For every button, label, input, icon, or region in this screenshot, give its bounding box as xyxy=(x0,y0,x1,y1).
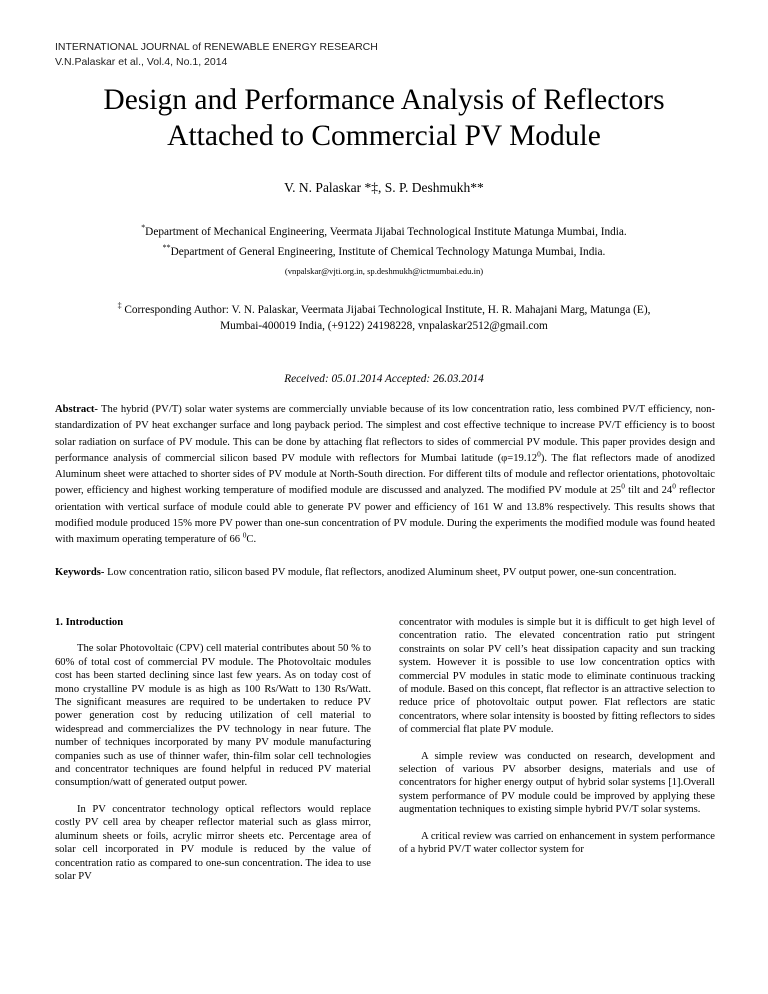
affiliation-2 xyxy=(0,243,768,258)
title-line-2: Attached to Commercial PV Module xyxy=(167,120,601,152)
author-list: V. N. Palaskar *‡, S. P. Deshmukh** xyxy=(284,180,484,195)
affiliation-2-mark: ** xyxy=(162,243,171,253)
corresponding-line-1: Corresponding Author: V. N. Palaskar, Veermata Jijabai Technological Institute, H. R. Mahajani Marg, Matunga (E), xyxy=(124,304,651,316)
corresponding-line-2: Mumbai-400019 India, (+9122) 24198228, vnpalaskar2512@gmail.com xyxy=(220,320,548,332)
degree-sup-2: 0 xyxy=(621,481,625,491)
abstract-text-5: C. xyxy=(246,534,257,546)
abstract-text-1: The hybrid (PV/T) solar water systems are commercially unviable because of its low concentration ratio, less combined PV/T efficiency, non-standardization of PV heat exchanger surface and long payback period. The simplest and cost effective technique to increase PV/T efficiency is to boost solar radiation on surface of PV module. This can be done by attaching flat reflectors to sides of commercial PV module. This paper provides design and performance analysis of commercial silicon based PV module with reflectors for Mumbai latitude (φ=19.12 xyxy=(55,404,715,464)
abstract-text-2: ). The flat reflectors made of anodized Aluminum sheet were attached to shorter sides of PV module at North-South direction. For different tilts of module and reflector orientations, photovoltaic power, efficiency and highest working temperature of modified module are discussed and analyzed. The modified PV module at 25 xyxy=(55,452,715,497)
affiliation-2-text: Department of General Engineering, Institute of Chemical Technology Matunga Mumbai, India. xyxy=(170,246,606,258)
abstract-text-4: reflector orientation with vertical surface of module could able to generate PV power and efficiency of 161 W and 13.8% respectively. This results shows that modified module produced 15% more PV power than one-sun concentration of PV module. During the experiments the modified module was found heated with maximum operating temperature of 66 xyxy=(55,485,715,546)
degree-sup-4: 0 xyxy=(242,530,247,540)
section-heading-introduction: 1. Introduction xyxy=(55,617,124,628)
degree-sup-3: 0 xyxy=(672,481,676,491)
degree-sup-1: 0 xyxy=(537,449,541,459)
paragraph: In PV concentrator technology optical reflectors would replace costly PV cell area by cheaper reflector material such as glass mirror, aluminum sheets or foils, acrylic mirror sheets etc. Percentage area of solar cell incorporated in PV module is reduced by the value of concentration ratio as compared to one-sun concentration. The idea to use solar PV xyxy=(55,803,371,882)
keywords xyxy=(55,565,715,581)
affiliation-1 xyxy=(0,223,768,238)
paragraph: The solar Photovoltaic (CPV) cell material contributes about 50 % to 60% of total cost of commercial PV module. The Photovoltaic modules cost has been started declining since last few years. As on today cost of mono crystalline PV module is as high as 100 Rs/Watt to 130 Rs/Watt. The significant measures are required to be undertaken to reduce PV power generation cost by reducing utilization of cell material to widespread and commercializes the PV technology in near future. The number of techniques incorporated by many PV module manufacturing companies such as use of thinner wafer, thin-film solar cell technologies and concentrator techniques are found helpful in reduced PV material consumption/watt of generated output power. xyxy=(55,643,371,789)
paragraph: A simple review was conducted on research, development and selection of various PV absorber designs, materials and use of concentrators for higher energy output of hybrid solar systems [1].Overall system performance of PV module could be improved by applying these augmentation techniques to existing simple hybrid PV/T solar systems. xyxy=(399,750,715,816)
right-column xyxy=(399,616,715,870)
affiliation-1-text: Department of Mechanical Engineering, Veermata Jijabai Technological Institute Matunga Mumbai, India. xyxy=(145,226,627,238)
journal-name: INTERNATIONAL JOURNAL of RENEWABLE ENERGY RESEARCH xyxy=(55,41,378,53)
title-line-1: Design and Performance Analysis of Reflectors xyxy=(103,84,665,116)
paper-title xyxy=(0,82,768,154)
abstract-text-3: tilt and 24 xyxy=(624,485,673,497)
keywords-text: Low concentration ratio, silicon based PV module, flat reflectors, anodized Aluminum sheet, PV output power, one-sun concentration. xyxy=(104,567,677,578)
journal-header xyxy=(55,40,378,70)
paragraph: concentrator with modules is simple but it is difficult to get high level of concentration ratio. The elevated concentration ratio put stringent constraints on solar PV cell’s heat dissipation capacity and sun tracking system. However it is possible to use low concentration optics with commercial PV modules in static mode to eliminate continuous tracking of module. Based on this concept, flat reflector is an attractive selection to reduce price of photovoltaic output power. Flat reflectors are static concentrators, where solar intensity is boosted by fitting reflectors to sides of commercial flat plate PV module. xyxy=(399,617,715,736)
author-emails: (vnpalskar@vjti.org.in, sp.deshmukh@ictmumbai.edu.in) xyxy=(284,266,484,276)
paragraph: A critical review was carried on enhancement in system performance of a hybrid PV/T water collector system for xyxy=(399,830,715,856)
affiliation-1-mark: * xyxy=(141,223,146,233)
received-dates: Received: 05.01.2014 Accepted: 26.03.2014 xyxy=(284,373,484,385)
abstract-label: Abstract- xyxy=(55,404,98,415)
keywords-label: Keywords- xyxy=(55,567,105,578)
corresponding-author xyxy=(48,302,720,334)
abstract xyxy=(55,402,715,549)
left-column xyxy=(55,616,371,896)
corresponding-mark: ‡ xyxy=(117,301,122,311)
journal-citation: V.N.Palaskar et al., Vol.4, No.1, 2014 xyxy=(55,56,228,68)
